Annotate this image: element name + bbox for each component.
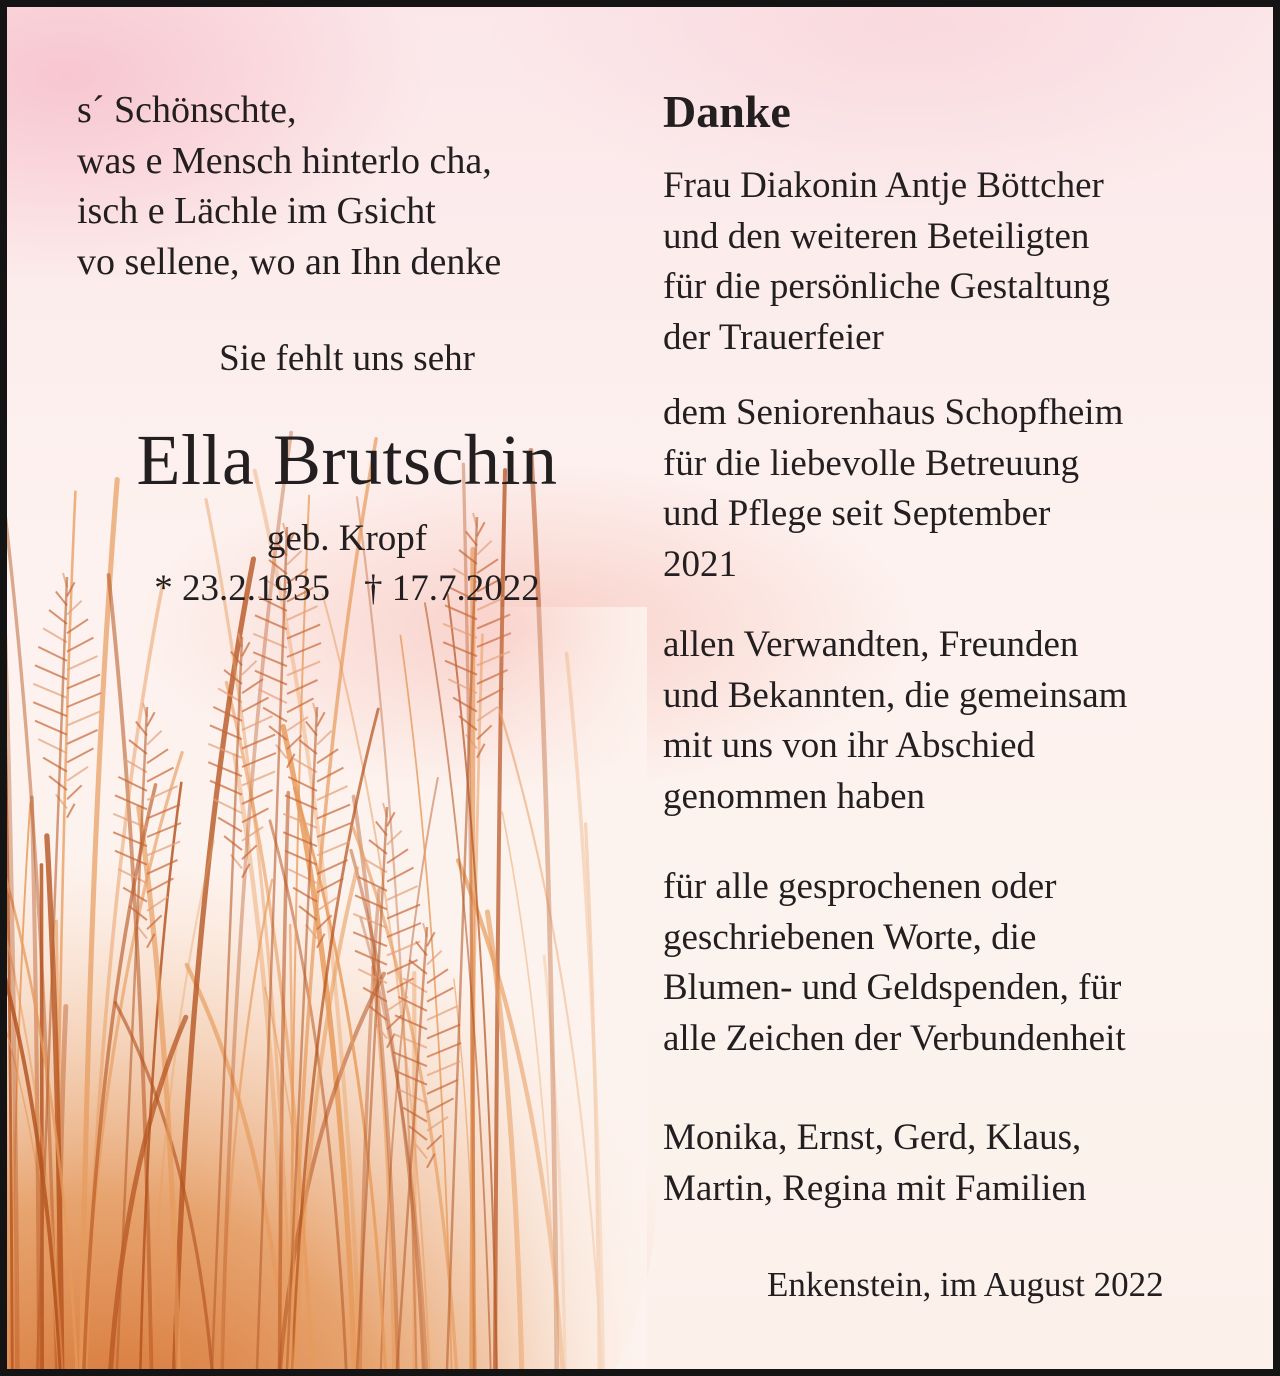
thanks-paragraph [663, 388, 1123, 590]
thanks-line: für die liebevolle Betreuung [663, 442, 1080, 484]
thanks-line: und den weiteren Beteiligten [663, 215, 1090, 257]
thanks-line: und Bekannten, die gemeinsam [663, 674, 1128, 716]
thanks-line: geschriebenen Worte, die [663, 916, 1037, 958]
thanks-paragraph [663, 620, 1127, 822]
thanks-line: allen Verwandten, Freunden [663, 624, 1079, 665]
life-dates [7, 567, 687, 610]
birth-date: * 23.2.1935 [154, 568, 330, 609]
thanks-line: und Pflege seit September [663, 493, 1051, 534]
thanks-line: für alle gesprochenen oder [663, 866, 1057, 907]
death-date: † 17.7.2022 [364, 568, 540, 609]
thanks-line: für die persönliche Gestaltung [663, 266, 1110, 307]
poem-line: was e Mensch hinterlo cha, [77, 139, 492, 182]
poem-line: vo sellene, wo an Ihn denke [77, 240, 502, 283]
place-and-date: Enkenstein, im August 2022 [767, 1265, 1164, 1304]
family-line: Martin, Regina mit Familien [663, 1167, 1087, 1209]
thanks-line: der Trauerfeier [663, 316, 884, 358]
thanks-line: Blumen- und Geldspenden, für [663, 967, 1122, 1008]
poem-line: s´ Schönschte, [77, 89, 297, 131]
thanks-line: dem Seniorenhaus Schopfheim [663, 392, 1124, 433]
poem-line: isch e Lächle im Gsicht [77, 190, 436, 232]
thanks-line: Frau Diakonin Antje Böttcher [663, 165, 1104, 206]
thanks-paragraph [663, 161, 1110, 363]
thanks-line: 2021 [663, 543, 737, 585]
thanks-heading: Danke [663, 86, 791, 137]
family-line: Monika, Ernst, Gerd, Klaus, [663, 1117, 1082, 1158]
poem [77, 85, 501, 287]
family-signature [663, 1113, 1086, 1214]
thanks-line: alle Zeichen der Verbundenheit [663, 1017, 1126, 1059]
birth-name: geb. Kropf [266, 518, 428, 559]
thanks-paragraph [663, 862, 1126, 1064]
we-miss-her-text: Sie fehlt uns sehr [219, 338, 475, 379]
thanks-line: genommen haben [663, 775, 925, 817]
thanks-line: mit uns von ihr Abschied [663, 725, 1036, 766]
deceased-name: Ella Brutschin [136, 420, 558, 500]
